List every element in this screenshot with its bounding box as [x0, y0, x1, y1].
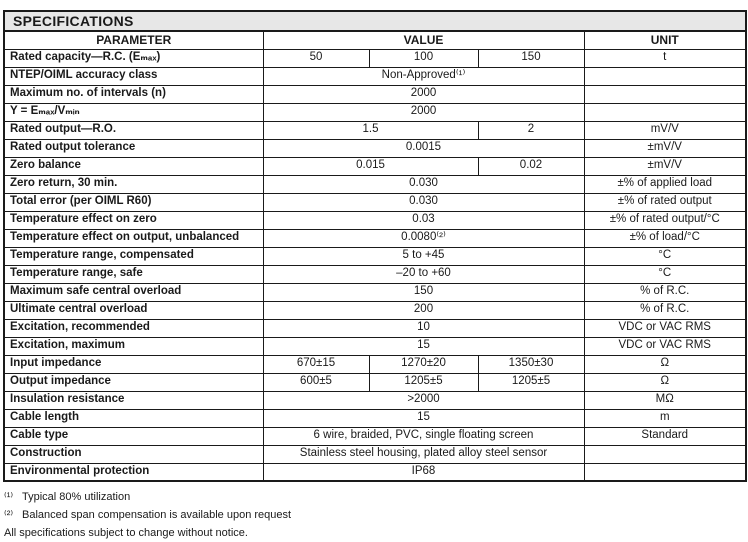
footnote-2-marker: ⁽²⁾: [4, 509, 14, 521]
parameter-cell: Cable type: [4, 427, 263, 445]
unit-cell: ±mV/V: [584, 157, 746, 175]
table-row: [4, 301, 746, 319]
value-cell: 10: [263, 319, 584, 337]
table-row: [4, 85, 746, 103]
unit-cell: [584, 67, 746, 85]
value-cell: 200: [263, 301, 584, 319]
parameter-cell: Temperature effect on zero: [4, 211, 263, 229]
table-title-band: [4, 11, 746, 31]
value-cell: 0.02: [478, 157, 584, 175]
value-cell: 0.030: [263, 175, 584, 193]
value-cell: IP68: [263, 463, 584, 481]
unit-cell: [584, 463, 746, 481]
table-title: SPECIFICATIONS: [4, 11, 746, 31]
parameter-cell: Rated output tolerance: [4, 139, 263, 157]
parameter-cell: Excitation, maximum: [4, 337, 263, 355]
table-row: [4, 67, 746, 85]
unit-cell: °C: [584, 247, 746, 265]
table-row: [4, 283, 746, 301]
unit-cell: ±% of rated output/°C: [584, 211, 746, 229]
unit-cell: mV/V: [584, 121, 746, 139]
value-cell: 0.0080⁽²⁾: [263, 229, 584, 247]
footnote-1-marker: ⁽¹⁾: [4, 491, 14, 503]
unit-cell: % of R.C.: [584, 301, 746, 319]
unit-cell: [584, 85, 746, 103]
unit-cell: Ω: [584, 355, 746, 373]
value-cell: 15: [263, 409, 584, 427]
parameter-cell: Construction: [4, 445, 263, 463]
value-cell: 0.0015: [263, 139, 584, 157]
value-cell: 100: [369, 49, 478, 67]
parameter-cell: Total error (per OIML R60): [4, 193, 263, 211]
value-cell: 150: [263, 283, 584, 301]
parameter-cell: Output impedance: [4, 373, 263, 391]
table-row: [4, 355, 746, 373]
value-cell: 5 to +45: [263, 247, 584, 265]
footnote-2-text: Balanced span compensation is available upon request: [22, 509, 292, 521]
table-row: [4, 193, 746, 211]
spec-table-body: [4, 49, 746, 481]
footnote-1-text: Typical 80% utilization: [22, 491, 131, 503]
unit-cell: Standard: [584, 427, 746, 445]
table-row: [4, 247, 746, 265]
table-row: [4, 211, 746, 229]
table-row: [4, 103, 746, 121]
table-row: [4, 391, 746, 409]
parameter-cell: Ultimate central overload: [4, 301, 263, 319]
table-row: [4, 157, 746, 175]
column-header-value: VALUE: [263, 31, 584, 49]
value-cell: 1270±20: [369, 355, 478, 373]
footnote-1: [4, 488, 744, 506]
value-cell: 50: [263, 49, 369, 67]
value-cell: 0.03: [263, 211, 584, 229]
value-cell: –20 to +60: [263, 265, 584, 283]
parameter-cell: Y = Eₘₐₓ/Vₘᵢₙ: [4, 103, 263, 121]
unit-cell: Ω: [584, 373, 746, 391]
parameter-cell: Zero balance: [4, 157, 263, 175]
parameter-cell: Temperature range, compensated: [4, 247, 263, 265]
column-header-parameter: PARAMETER: [4, 31, 263, 49]
value-cell: 600±5: [263, 373, 369, 391]
value-cell: 150: [478, 49, 584, 67]
table-row: [4, 265, 746, 283]
value-cell: 0.015: [263, 157, 478, 175]
footnote-2: [4, 506, 744, 524]
value-cell: 1.5: [263, 121, 478, 139]
unit-cell: ±% of rated output: [584, 193, 746, 211]
value-cell: 1350±30: [478, 355, 584, 373]
value-cell: 1205±5: [369, 373, 478, 391]
unit-cell: ±% of applied load: [584, 175, 746, 193]
parameter-cell: Maximum safe central overload: [4, 283, 263, 301]
table-row: [4, 175, 746, 193]
value-cell: 670±15: [263, 355, 369, 373]
value-cell: Non-Approved⁽¹⁾: [263, 67, 584, 85]
value-cell: 2000: [263, 103, 584, 121]
table-row: [4, 463, 746, 481]
value-cell: 1205±5: [478, 373, 584, 391]
table-row: [4, 319, 746, 337]
value-cell: 6 wire, braided, PVC, single floating screen: [263, 427, 584, 445]
table-row: [4, 337, 746, 355]
table-row: [4, 49, 746, 67]
table-row: [4, 373, 746, 391]
column-header-unit: UNIT: [584, 31, 746, 49]
unit-cell: VDC or VAC RMS: [584, 319, 746, 337]
unit-cell: t: [584, 49, 746, 67]
table-row: [4, 139, 746, 157]
value-cell: 0.030: [263, 193, 584, 211]
value-cell: 2: [478, 121, 584, 139]
footnotes: [4, 488, 744, 542]
table-row: [4, 121, 746, 139]
unit-cell: % of R.C.: [584, 283, 746, 301]
value-cell: Stainless steel housing, plated alloy steel sensor: [263, 445, 584, 463]
parameter-cell: Input impedance: [4, 355, 263, 373]
parameter-cell: Temperature effect on output, unbalanced: [4, 229, 263, 247]
value-cell: 2000: [263, 85, 584, 103]
unit-cell: [584, 103, 746, 121]
parameter-cell: Maximum no. of intervals (n): [4, 85, 263, 103]
value-cell: >2000: [263, 391, 584, 409]
value-cell: 15: [263, 337, 584, 355]
unit-cell: VDC or VAC RMS: [584, 337, 746, 355]
unit-cell: ±mV/V: [584, 139, 746, 157]
disclaimer: All specifications subject to change without notice.: [4, 527, 248, 539]
parameter-cell: Insulation resistance: [4, 391, 263, 409]
parameter-cell: Rated output—R.O.: [4, 121, 263, 139]
table-row: [4, 427, 746, 445]
parameter-cell: Cable length: [4, 409, 263, 427]
table-header-row: [4, 31, 746, 49]
table-row: [4, 445, 746, 463]
unit-cell: ±% of load/°C: [584, 229, 746, 247]
table-row: [4, 409, 746, 427]
specifications-table: [3, 10, 747, 482]
unit-cell: m: [584, 409, 746, 427]
parameter-cell: Rated capacity—R.C. (Eₘₐₓ): [4, 49, 263, 67]
parameter-cell: Environmental protection: [4, 463, 263, 481]
table-row: [4, 229, 746, 247]
parameter-cell: NTEP/OIML accuracy class: [4, 67, 263, 85]
parameter-cell: Zero return, 30 min.: [4, 175, 263, 193]
parameter-cell: Temperature range, safe: [4, 265, 263, 283]
unit-cell: [584, 445, 746, 463]
parameter-cell: Excitation, recommended: [4, 319, 263, 337]
unit-cell: MΩ: [584, 391, 746, 409]
unit-cell: °C: [584, 265, 746, 283]
